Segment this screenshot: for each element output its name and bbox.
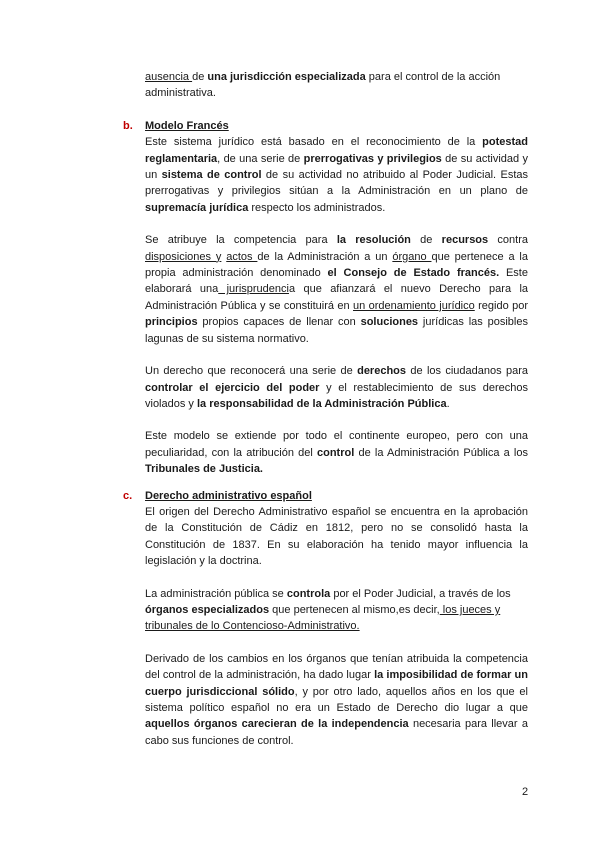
text-bold: el Consejo de Estado francés. xyxy=(327,267,500,280)
text: La administración pública se xyxy=(145,587,287,600)
section-b-paragraph-2 xyxy=(145,232,528,347)
text: que pertenecen al mismo,es decir, xyxy=(269,603,440,616)
text-bold: soluciones xyxy=(360,316,419,329)
text: de su actividad no atribuido al Poder Judicial. Estas prerrogativas y privilegios sitúan a la Administración en un plano de xyxy=(145,169,528,198)
text: que pertenece a la propia administración denominado xyxy=(145,250,528,280)
text: Un derecho que reconocerá una serie de xyxy=(145,365,358,378)
text: Este elaborará una xyxy=(145,267,528,296)
text: y el restablecimiento de sus derechos violados y xyxy=(145,381,528,410)
section-c-marker: c. xyxy=(123,489,133,502)
section-c xyxy=(123,488,528,750)
text-bold: recursos xyxy=(441,234,489,247)
text: para el control de la acción administrativa. xyxy=(145,71,501,100)
text: necesaria para llevar a cabo sus funciones de control. xyxy=(145,718,528,747)
text: . xyxy=(446,397,450,410)
text-bold: sistema de control xyxy=(161,169,262,182)
text-bold: Tribunales de Justicia. xyxy=(145,463,263,476)
text: Derivado de los cambios en los órganos que tenían atribuida la competencia del control de la administración, ha dado lugar xyxy=(145,652,528,682)
text: regido por xyxy=(474,299,528,312)
text-bold: principios xyxy=(145,316,198,329)
text: Este sistema jurídico está basado en el reconocimiento de la xyxy=(145,136,483,149)
text: de su actividad y un xyxy=(145,152,528,182)
section-b-heading: Modelo Francés xyxy=(145,119,229,132)
section-c-heading: Derecho administrativo español xyxy=(145,489,312,502)
text-bold: la imposibilidad de formar un cuerpo jurisdiccional sólido xyxy=(145,669,528,698)
text-underlined: los jueces y tribunales de lo Contencioso-Administrativo. xyxy=(145,603,501,633)
text: de la Administración a un xyxy=(257,250,393,263)
text-underlined: jurisprudenci xyxy=(218,283,289,296)
text: , y por otro lado, aquellos años en los que el sistema político español no era un Estado de Derecho dio lugar a que xyxy=(145,685,528,714)
section-b xyxy=(123,118,529,478)
section-c-paragraph-1 xyxy=(145,504,528,570)
section-b-paragraph-1 xyxy=(145,134,528,216)
text-bold: la responsabilidad de la Administración Pública xyxy=(196,397,447,410)
section-b-paragraph-3 xyxy=(145,363,528,412)
text-bold: órganos especializados xyxy=(145,603,270,616)
text: de xyxy=(192,71,208,83)
text: de los ciudadanos para xyxy=(406,365,528,378)
text-underlined: disposiciones y xyxy=(145,250,222,263)
section-c-paragraph-3 xyxy=(145,651,528,749)
text-bold: controla xyxy=(286,587,331,600)
text: por el Poder Judicial, a través de los xyxy=(330,587,511,600)
text-bold: supremacía jurídica xyxy=(145,201,249,214)
text: Este modelo se extiende por todo el continente europeo, pero con una peculiaridad, con la atribución del xyxy=(145,430,528,459)
section-b-marker: b. xyxy=(123,119,133,132)
text-bold: derechos xyxy=(357,365,407,378)
text: jurídicas las posibles lagunas de su sistema normativo. xyxy=(145,316,528,345)
text-bold: controlar el ejercicio del poder xyxy=(145,381,320,394)
section-c-paragraph-2 xyxy=(145,586,528,635)
text: a que afianzará el nuevo Derecho para la Administración Pública y se constituirá en xyxy=(145,283,529,312)
text: , de una serie de xyxy=(217,152,304,165)
text-underlined: actos xyxy=(226,250,258,263)
text-bold: aquellos órganos carecieran de la independencia xyxy=(145,718,409,731)
text-bold: prerrogativas y privilegios xyxy=(303,152,442,165)
page-content xyxy=(123,69,529,749)
text: respecto los administrados. xyxy=(248,201,386,214)
text-bold: potestad reglamentaria xyxy=(145,136,528,165)
text: Se atribuye la competencia para xyxy=(145,234,337,247)
text-bold: una jurisdicción especializada xyxy=(207,71,366,83)
text: El origen del Derecho Administrativo español se encuentra en la aprobación de la Constitución de Cádiz en 1812, pero no se consolidó hasta la Constitución de 1837. En su elaboración ha tenido mayor influencia la legislación y la doctrina. xyxy=(145,505,528,568)
section-b-paragraph-4 xyxy=(145,428,528,477)
text-underlined: ausencia xyxy=(145,71,193,83)
text: contra xyxy=(488,234,528,247)
text: de xyxy=(410,234,442,247)
intro-paragraph xyxy=(145,69,528,102)
text-underlined: un ordenamiento jurídico xyxy=(353,299,475,312)
text: de la Administración Pública a los xyxy=(354,446,528,459)
text-bold: la resolución xyxy=(336,234,411,247)
text-underlined: órgano xyxy=(392,250,432,263)
text-bold: control xyxy=(317,446,355,459)
text: propios capaces de llenar con xyxy=(197,316,361,329)
page-number: 2 xyxy=(522,786,529,798)
